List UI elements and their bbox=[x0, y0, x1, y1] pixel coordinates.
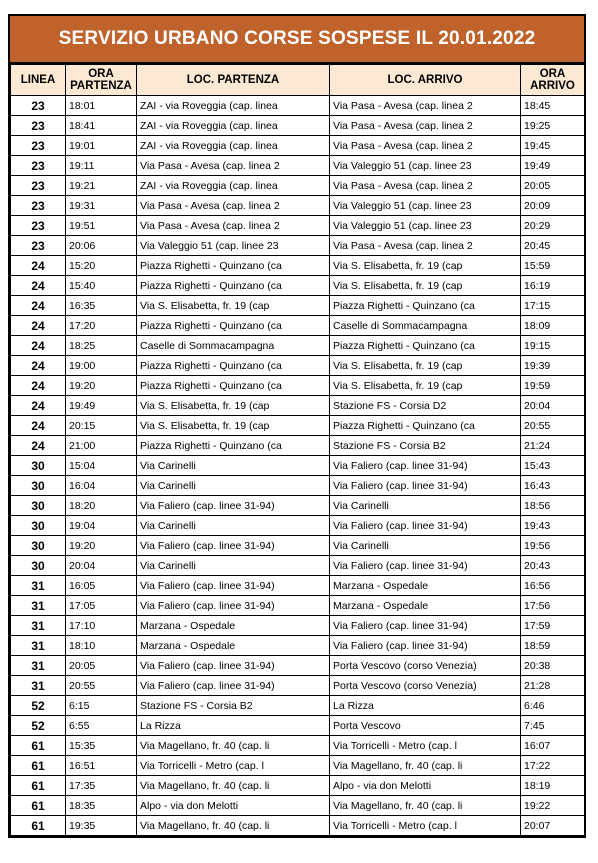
header-ora-arrivo-line2: ARRIVO bbox=[530, 80, 575, 92]
cell-ora-arrivo: 20:09 bbox=[521, 196, 585, 216]
cell-ora-arrivo: 19:49 bbox=[521, 156, 585, 176]
cell-linea: 31 bbox=[11, 596, 66, 616]
cell-ora-partenza: 18:20 bbox=[66, 496, 137, 516]
table-row bbox=[11, 556, 585, 576]
cell-linea: 61 bbox=[11, 816, 66, 836]
cell-ora-arrivo: 19:22 bbox=[521, 796, 585, 816]
header-linea: LINEA bbox=[11, 65, 66, 96]
cell-linea: 24 bbox=[11, 376, 66, 396]
cell-ora-partenza: 15:04 bbox=[66, 456, 137, 476]
cell-linea: 30 bbox=[11, 516, 66, 536]
cell-loc-partenza: Via Pasa - Avesa (cap. linea 2 bbox=[137, 216, 330, 236]
cell-loc-partenza: Via Magellano, fr. 40 (cap. li bbox=[137, 736, 330, 756]
cell-ora-arrivo: 17:59 bbox=[521, 616, 585, 636]
cell-linea: 23 bbox=[11, 236, 66, 256]
cell-loc-arrivo: Via Magellano, fr. 40 (cap. li bbox=[330, 796, 521, 816]
cell-loc-arrivo: Via Pasa - Avesa (cap. linea 2 bbox=[330, 176, 521, 196]
cell-loc-arrivo: Via Faliero (cap. linee 31-94) bbox=[330, 456, 521, 476]
cell-loc-arrivo: Piazza Righetti - Quinzano (ca bbox=[330, 336, 521, 356]
header-loc-arrivo: LOC. ARRIVO bbox=[330, 65, 521, 96]
table-row bbox=[11, 596, 585, 616]
cell-loc-arrivo: Stazione FS - Corsia B2 bbox=[330, 436, 521, 456]
cell-linea: 52 bbox=[11, 696, 66, 716]
table-row bbox=[11, 276, 585, 296]
table-row bbox=[11, 656, 585, 676]
table-row bbox=[11, 696, 585, 716]
cell-loc-arrivo: Marzana - Ospedale bbox=[330, 576, 521, 596]
cell-ora-partenza: 19:20 bbox=[66, 536, 137, 556]
cell-linea: 31 bbox=[11, 676, 66, 696]
cell-ora-arrivo: 19:56 bbox=[521, 536, 585, 556]
cell-loc-partenza: Via Faliero (cap. linee 31-94) bbox=[137, 676, 330, 696]
cell-ora-partenza: 20:15 bbox=[66, 416, 137, 436]
table-row bbox=[11, 116, 585, 136]
cell-loc-arrivo: Via Faliero (cap. linee 31-94) bbox=[330, 476, 521, 496]
cell-linea: 61 bbox=[11, 756, 66, 776]
table-row bbox=[11, 456, 585, 476]
cell-ora-arrivo: 19:15 bbox=[521, 336, 585, 356]
cell-ora-arrivo: 15:43 bbox=[521, 456, 585, 476]
table-row bbox=[11, 216, 585, 236]
cell-loc-arrivo: Via Valeggio 51 (cap. linee 23 bbox=[330, 196, 521, 216]
schedule-table bbox=[10, 64, 585, 836]
cell-loc-partenza: Via Faliero (cap. linee 31-94) bbox=[137, 656, 330, 676]
table-row bbox=[11, 316, 585, 336]
cell-ora-partenza: 20:04 bbox=[66, 556, 137, 576]
table-row bbox=[11, 796, 585, 816]
cell-loc-arrivo: Via Torricelli - Metro (cap. l bbox=[330, 736, 521, 756]
cell-ora-arrivo: 17:22 bbox=[521, 756, 585, 776]
cell-ora-partenza: 6:55 bbox=[66, 716, 137, 736]
cell-loc-partenza: Via S. Elisabetta, fr. 19 (cap bbox=[137, 416, 330, 436]
cell-ora-arrivo: 20:29 bbox=[521, 216, 585, 236]
cell-ora-partenza: 16:05 bbox=[66, 576, 137, 596]
cell-loc-partenza: Piazza Righetti - Quinzano (ca bbox=[137, 376, 330, 396]
table-row bbox=[11, 496, 585, 516]
table-row bbox=[11, 296, 585, 316]
cell-loc-arrivo: Via Faliero (cap. linee 31-94) bbox=[330, 516, 521, 536]
cell-ora-partenza: 18:01 bbox=[66, 96, 137, 116]
cell-linea: 30 bbox=[11, 476, 66, 496]
table-row bbox=[11, 416, 585, 436]
cell-ora-arrivo: 20:43 bbox=[521, 556, 585, 576]
cell-loc-arrivo: Via Pasa - Avesa (cap. linea 2 bbox=[330, 136, 521, 156]
cell-loc-arrivo: Via Torricelli - Metro (cap. l bbox=[330, 816, 521, 836]
header-row bbox=[11, 65, 585, 96]
cell-loc-partenza: Stazione FS - Corsia B2 bbox=[137, 696, 330, 716]
cell-loc-partenza: Piazza Righetti - Quinzano (ca bbox=[137, 276, 330, 296]
cell-linea: 23 bbox=[11, 116, 66, 136]
cell-ora-arrivo: 16:43 bbox=[521, 476, 585, 496]
cell-linea: 31 bbox=[11, 616, 66, 636]
cell-linea: 31 bbox=[11, 656, 66, 676]
table-row bbox=[11, 256, 585, 276]
cell-ora-arrivo: 18:45 bbox=[521, 96, 585, 116]
table-row bbox=[11, 336, 585, 356]
cell-ora-arrivo: 19:45 bbox=[521, 136, 585, 156]
table-row bbox=[11, 476, 585, 496]
cell-loc-partenza: Via S. Elisabetta, fr. 19 (cap bbox=[137, 396, 330, 416]
header-ora-partenza bbox=[66, 65, 137, 96]
page-title: SERVIZIO URBANO CORSE SOSPESE IL 20.01.2022 bbox=[58, 28, 536, 49]
table-row bbox=[11, 236, 585, 256]
cell-loc-partenza: Via S. Elisabetta, fr. 19 (cap bbox=[137, 296, 330, 316]
cell-ora-partenza: 19:20 bbox=[66, 376, 137, 396]
table-row bbox=[11, 136, 585, 156]
cell-linea: 24 bbox=[11, 276, 66, 296]
cell-loc-arrivo: Marzana - Ospedale bbox=[330, 596, 521, 616]
cell-ora-arrivo: 19:25 bbox=[521, 116, 585, 136]
cell-ora-partenza: 19:04 bbox=[66, 516, 137, 536]
cell-ora-partenza: 19:00 bbox=[66, 356, 137, 376]
table-row bbox=[11, 776, 585, 796]
cell-loc-arrivo: Via Valeggio 51 (cap. linee 23 bbox=[330, 216, 521, 236]
cell-ora-partenza: 15:40 bbox=[66, 276, 137, 296]
cell-ora-partenza: 21:00 bbox=[66, 436, 137, 456]
cell-linea: 30 bbox=[11, 536, 66, 556]
cell-loc-arrivo: Stazione FS - Corsia D2 bbox=[330, 396, 521, 416]
cell-loc-partenza: Piazza Righetti - Quinzano (ca bbox=[137, 256, 330, 276]
cell-linea: 24 bbox=[11, 256, 66, 276]
table-row bbox=[11, 716, 585, 736]
table-row bbox=[11, 536, 585, 556]
cell-loc-partenza: ZAI - via Roveggia (cap. linea bbox=[137, 136, 330, 156]
cell-ora-partenza: 18:35 bbox=[66, 796, 137, 816]
schedule-body bbox=[11, 96, 585, 836]
table-row bbox=[11, 156, 585, 176]
cell-loc-partenza: Via Faliero (cap. linee 31-94) bbox=[137, 496, 330, 516]
cell-ora-arrivo: 20:45 bbox=[521, 236, 585, 256]
table-row bbox=[11, 736, 585, 756]
table-row bbox=[11, 436, 585, 456]
cell-loc-arrivo: Via Faliero (cap. linee 31-94) bbox=[330, 616, 521, 636]
cell-loc-partenza: La Rizza bbox=[137, 716, 330, 736]
cell-ora-partenza: 19:11 bbox=[66, 156, 137, 176]
cell-ora-partenza: 6:15 bbox=[66, 696, 137, 716]
cell-ora-partenza: 20:55 bbox=[66, 676, 137, 696]
cell-loc-arrivo: Via Faliero (cap. linee 31-94) bbox=[330, 556, 521, 576]
cell-loc-arrivo: Via S. Elisabetta, fr. 19 (cap bbox=[330, 276, 521, 296]
cell-loc-arrivo: Via Magellano, fr. 40 (cap. li bbox=[330, 756, 521, 776]
cell-ora-arrivo: 17:56 bbox=[521, 596, 585, 616]
cell-ora-partenza: 15:35 bbox=[66, 736, 137, 756]
cell-ora-partenza: 16:51 bbox=[66, 756, 137, 776]
cell-ora-arrivo: 20:04 bbox=[521, 396, 585, 416]
cell-loc-arrivo: Alpo - via don Melotti bbox=[330, 776, 521, 796]
cell-loc-partenza: Marzana - Ospedale bbox=[137, 616, 330, 636]
cell-loc-arrivo: Via Pasa - Avesa (cap. linea 2 bbox=[330, 116, 521, 136]
cell-loc-partenza: Via Carinelli bbox=[137, 476, 330, 496]
cell-loc-partenza: Via Faliero (cap. linee 31-94) bbox=[137, 576, 330, 596]
cell-loc-arrivo: Via Faliero (cap. linee 31-94) bbox=[330, 636, 521, 656]
cell-ora-arrivo: 16:07 bbox=[521, 736, 585, 756]
cell-loc-arrivo: Caselle di Sommacampagna bbox=[330, 316, 521, 336]
table-row bbox=[11, 516, 585, 536]
cell-linea: 31 bbox=[11, 636, 66, 656]
cell-loc-partenza: Piazza Righetti - Quinzano (ca bbox=[137, 316, 330, 336]
cell-ora-arrivo: 7:45 bbox=[521, 716, 585, 736]
table-row bbox=[11, 376, 585, 396]
cell-ora-arrivo: 19:43 bbox=[521, 516, 585, 536]
cell-loc-partenza: Via Carinelli bbox=[137, 456, 330, 476]
cell-linea: 30 bbox=[11, 556, 66, 576]
table-row bbox=[11, 616, 585, 636]
cell-loc-partenza: Via Pasa - Avesa (cap. linea 2 bbox=[137, 156, 330, 176]
cell-ora-partenza: 17:35 bbox=[66, 776, 137, 796]
cell-ora-partenza: 18:41 bbox=[66, 116, 137, 136]
cell-ora-partenza: 20:06 bbox=[66, 236, 137, 256]
cell-linea: 23 bbox=[11, 96, 66, 116]
cell-ora-partenza: 16:35 bbox=[66, 296, 137, 316]
cell-ora-partenza: 19:49 bbox=[66, 396, 137, 416]
cell-loc-arrivo: Porta Vescovo (corso Venezia) bbox=[330, 656, 521, 676]
cell-loc-partenza: Caselle di Sommacampagna bbox=[137, 336, 330, 356]
cell-linea: 23 bbox=[11, 136, 66, 156]
table-row bbox=[11, 816, 585, 836]
table-row bbox=[11, 176, 585, 196]
cell-ora-partenza: 17:05 bbox=[66, 596, 137, 616]
cell-linea: 61 bbox=[11, 796, 66, 816]
cell-linea: 23 bbox=[11, 176, 66, 196]
cell-linea: 24 bbox=[11, 316, 66, 336]
cell-ora-arrivo: 17:15 bbox=[521, 296, 585, 316]
cell-loc-partenza: Via Carinelli bbox=[137, 516, 330, 536]
cell-ora-arrivo: 19:59 bbox=[521, 376, 585, 396]
cell-ora-partenza: 19:01 bbox=[66, 136, 137, 156]
cell-ora-partenza: 19:35 bbox=[66, 816, 137, 836]
cell-linea: 24 bbox=[11, 356, 66, 376]
cell-loc-arrivo: Via Carinelli bbox=[330, 536, 521, 556]
table-row bbox=[11, 756, 585, 776]
header-ora-arrivo-line1: ORA bbox=[539, 68, 566, 80]
cell-ora-arrivo: 21:24 bbox=[521, 436, 585, 456]
cell-loc-partenza: ZAI - via Roveggia (cap. linea bbox=[137, 176, 330, 196]
cell-linea: 23 bbox=[11, 156, 66, 176]
header-loc-partenza: LOC. PARTENZA bbox=[137, 65, 330, 96]
cell-loc-partenza: Via Pasa - Avesa (cap. linea 2 bbox=[137, 196, 330, 216]
cell-loc-partenza: ZAI - via Roveggia (cap. linea bbox=[137, 96, 330, 116]
cell-ora-arrivo: 20:05 bbox=[521, 176, 585, 196]
cell-linea: 31 bbox=[11, 576, 66, 596]
cell-ora-arrivo: 20:55 bbox=[521, 416, 585, 436]
cell-ora-arrivo: 6:46 bbox=[521, 696, 585, 716]
cell-loc-arrivo: La Rizza bbox=[330, 696, 521, 716]
cell-loc-partenza: Via Faliero (cap. linee 31-94) bbox=[137, 596, 330, 616]
table-row bbox=[11, 636, 585, 656]
header-ora-partenza-line2: PARTENZA bbox=[70, 80, 132, 92]
cell-loc-partenza: Piazza Righetti - Quinzano (ca bbox=[137, 436, 330, 456]
cell-ora-arrivo: 19:39 bbox=[521, 356, 585, 376]
cell-loc-arrivo: Via Pasa - Avesa (cap. linea 2 bbox=[330, 96, 521, 116]
schedule-sheet bbox=[8, 14, 586, 838]
cell-loc-partenza: Via Torricelli - Metro (cap. l bbox=[137, 756, 330, 776]
header-ora-partenza-line1: ORA bbox=[88, 68, 114, 80]
cell-loc-arrivo: Via S. Elisabetta, fr. 19 (cap bbox=[330, 256, 521, 276]
cell-ora-arrivo: 21:28 bbox=[521, 676, 585, 696]
cell-ora-arrivo: 20:07 bbox=[521, 816, 585, 836]
cell-linea: 24 bbox=[11, 436, 66, 456]
cell-linea: 24 bbox=[11, 396, 66, 416]
cell-loc-arrivo: Via S. Elisabetta, fr. 19 (cap bbox=[330, 376, 521, 396]
cell-linea: 30 bbox=[11, 456, 66, 476]
table-row bbox=[11, 676, 585, 696]
cell-ora-partenza: 20:05 bbox=[66, 656, 137, 676]
cell-loc-partenza: Via Carinelli bbox=[137, 556, 330, 576]
cell-loc-partenza: Via Magellano, fr. 40 (cap. li bbox=[137, 816, 330, 836]
cell-ora-arrivo: 18:09 bbox=[521, 316, 585, 336]
cell-ora-partenza: 19:51 bbox=[66, 216, 137, 236]
cell-loc-partenza: Piazza Righetti - Quinzano (ca bbox=[137, 356, 330, 376]
cell-linea: 24 bbox=[11, 296, 66, 316]
cell-loc-partenza: Via Magellano, fr. 40 (cap. li bbox=[137, 776, 330, 796]
cell-loc-arrivo: Piazza Righetti - Quinzano (ca bbox=[330, 296, 521, 316]
cell-loc-arrivo: Porta Vescovo bbox=[330, 716, 521, 736]
cell-loc-arrivo: Piazza Righetti - Quinzano (ca bbox=[330, 416, 521, 436]
cell-loc-arrivo: Via Carinelli bbox=[330, 496, 521, 516]
cell-ora-partenza: 17:10 bbox=[66, 616, 137, 636]
cell-loc-arrivo: Via Pasa - Avesa (cap. linea 2 bbox=[330, 236, 521, 256]
cell-ora-arrivo: 15:59 bbox=[521, 256, 585, 276]
cell-ora-arrivo: 18:56 bbox=[521, 496, 585, 516]
cell-ora-partenza: 18:25 bbox=[66, 336, 137, 356]
cell-linea: 52 bbox=[11, 716, 66, 736]
table-row bbox=[11, 356, 585, 376]
cell-linea: 23 bbox=[11, 216, 66, 236]
cell-loc-partenza: Via Faliero (cap. linee 31-94) bbox=[137, 536, 330, 556]
table-row bbox=[11, 576, 585, 596]
cell-ora-arrivo: 20:38 bbox=[521, 656, 585, 676]
cell-linea: 61 bbox=[11, 776, 66, 796]
table-row bbox=[11, 96, 585, 116]
cell-linea: 24 bbox=[11, 336, 66, 356]
cell-loc-arrivo: Porta Vescovo (corso Venezia) bbox=[330, 676, 521, 696]
cell-loc-arrivo: Via Valeggio 51 (cap. linee 23 bbox=[330, 156, 521, 176]
cell-ora-arrivo: 18:59 bbox=[521, 636, 585, 656]
cell-linea: 30 bbox=[11, 496, 66, 516]
cell-loc-partenza: Alpo - via don Melotti bbox=[137, 796, 330, 816]
table-row bbox=[11, 196, 585, 216]
cell-ora-partenza: 19:21 bbox=[66, 176, 137, 196]
cell-ora-arrivo: 18:19 bbox=[521, 776, 585, 796]
table-row bbox=[11, 396, 585, 416]
cell-ora-partenza: 18:10 bbox=[66, 636, 137, 656]
header-ora-arrivo bbox=[521, 65, 585, 96]
cell-ora-partenza: 16:04 bbox=[66, 476, 137, 496]
cell-loc-partenza: Marzana - Ospedale bbox=[137, 636, 330, 656]
cell-linea: 23 bbox=[11, 196, 66, 216]
title-bar bbox=[10, 16, 584, 64]
cell-ora-partenza: 19:31 bbox=[66, 196, 137, 216]
cell-linea: 24 bbox=[11, 416, 66, 436]
cell-loc-partenza: Via Valeggio 51 (cap. linee 23 bbox=[137, 236, 330, 256]
cell-ora-arrivo: 16:19 bbox=[521, 276, 585, 296]
cell-ora-arrivo: 16:56 bbox=[521, 576, 585, 596]
cell-ora-partenza: 17:20 bbox=[66, 316, 137, 336]
cell-ora-partenza: 15:20 bbox=[66, 256, 137, 276]
cell-loc-partenza: ZAI - via Roveggia (cap. linea bbox=[137, 116, 330, 136]
cell-linea: 61 bbox=[11, 736, 66, 756]
cell-loc-arrivo: Via S. Elisabetta, fr. 19 (cap bbox=[330, 356, 521, 376]
